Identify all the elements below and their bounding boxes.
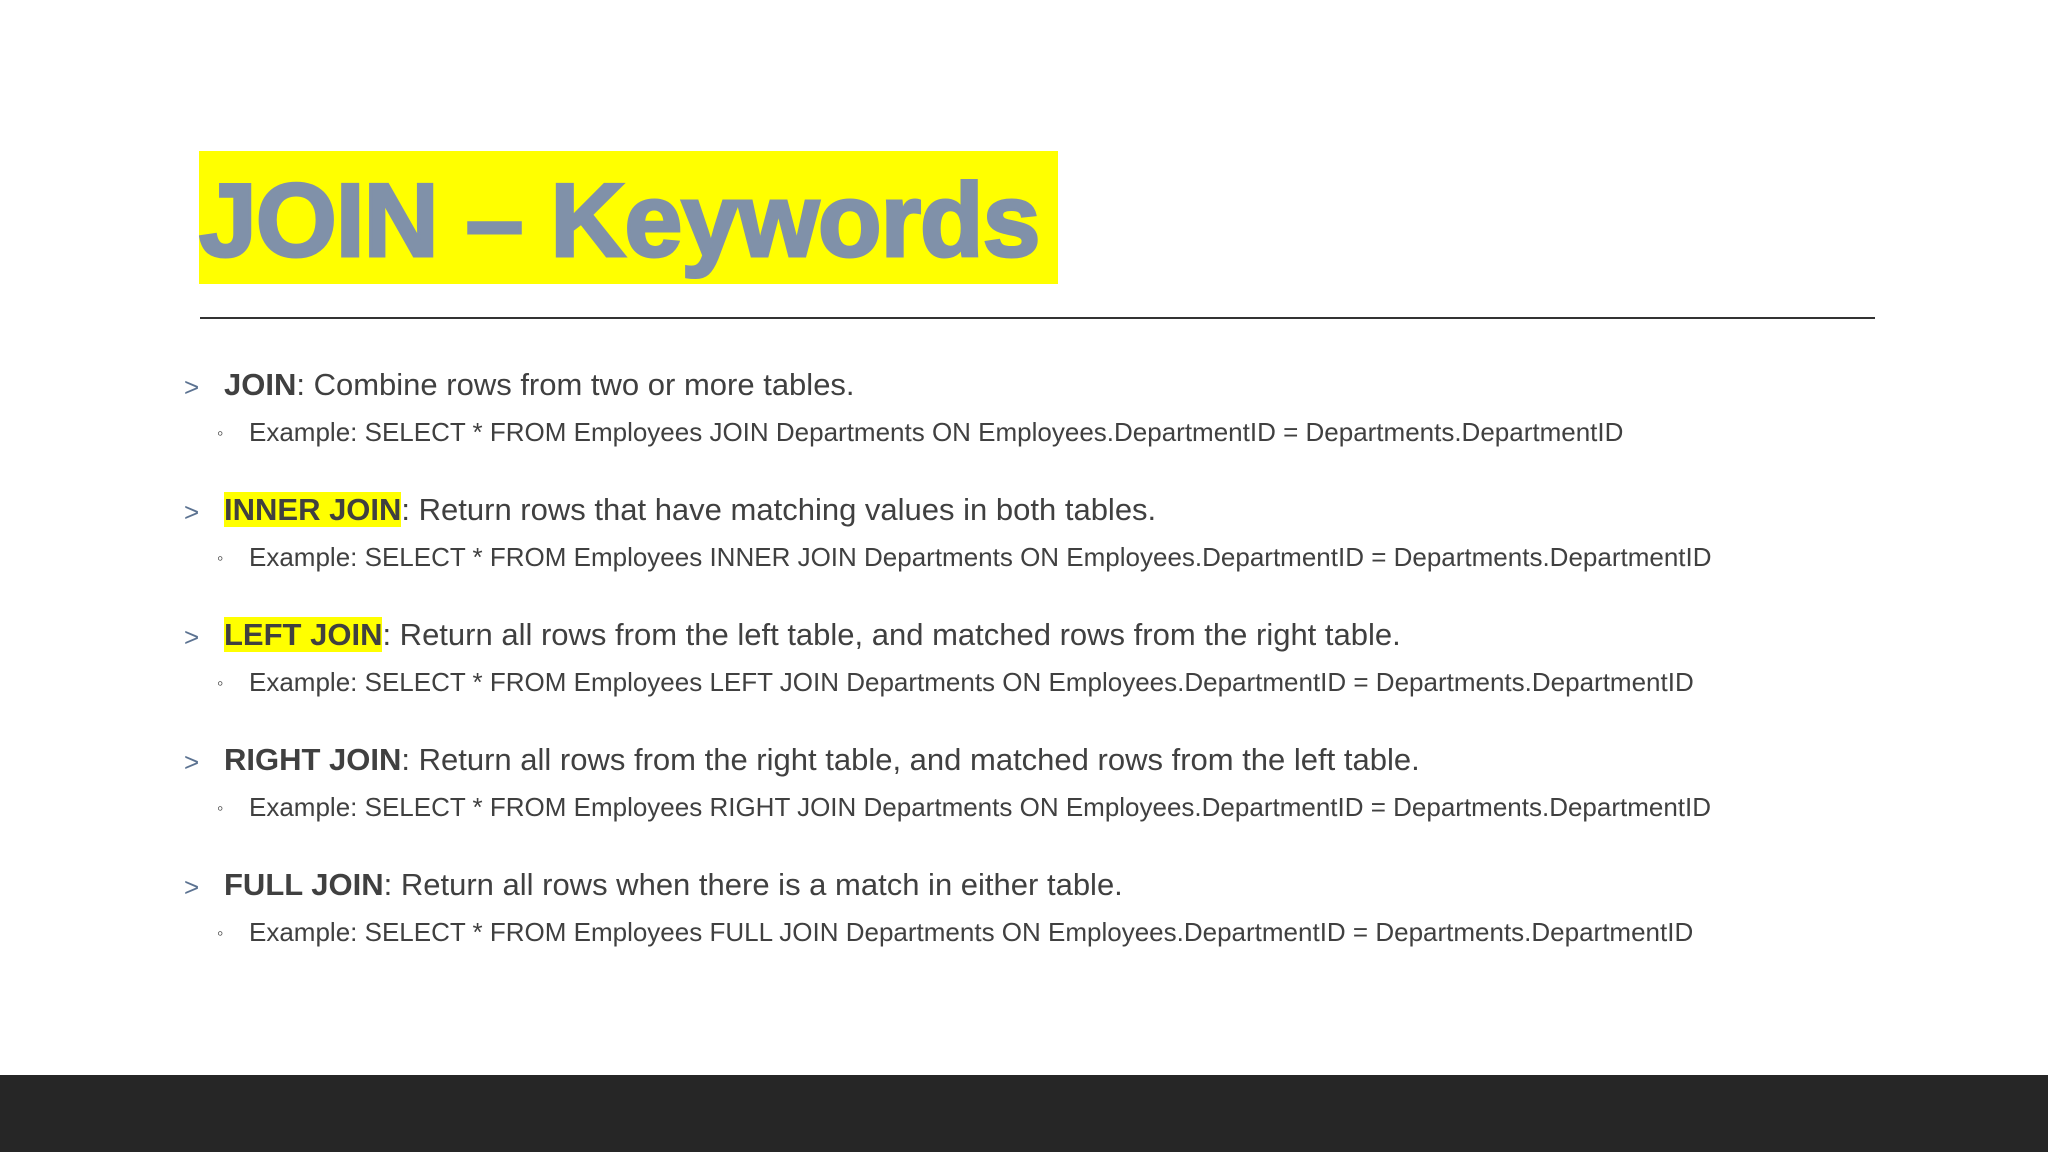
- item-main-line: [224, 864, 1123, 906]
- hollow-circle-icon: ◦: [217, 548, 224, 568]
- title-highlight: [199, 151, 1058, 284]
- item-example: Example: SELECT * FROM Employees FULL JOIN Departments ON Employees.DepartmentID = Departments.DepartmentID: [249, 917, 1694, 947]
- chevron-right-icon: >: [184, 872, 200, 902]
- item-example: Example: SELECT * FROM Employees JOIN Departments ON Employees.DepartmentID = Departments.DepartmentID: [249, 417, 1624, 447]
- slide-title: JOIN – Keywords: [199, 163, 1040, 279]
- item-description: : Return rows that have matching values in both tables.: [401, 492, 1157, 527]
- chevron-right-icon: >: [184, 747, 200, 777]
- item-example: Example: SELECT * FROM Employees RIGHT JOIN Departments ON Employees.DepartmentID = Departments.DepartmentID: [249, 792, 1712, 822]
- item-keyword: JOIN: [224, 367, 297, 402]
- hollow-circle-icon: ◦: [217, 798, 224, 818]
- hollow-circle-icon: ◦: [217, 423, 224, 443]
- item-keyword: FULL JOIN: [224, 867, 384, 902]
- item-main-line: [224, 739, 1420, 781]
- title-divider: [200, 317, 1875, 319]
- item-description: : Return all rows from the left table, and matched rows from the right table.: [382, 617, 1401, 652]
- item-description: : Combine rows from two or more tables.: [296, 367, 855, 402]
- item-main-line: [224, 364, 855, 406]
- item-keyword: INNER JOIN: [224, 492, 402, 527]
- footer-bar: [0, 1075, 2048, 1152]
- item-keyword: LEFT JOIN: [224, 617, 383, 652]
- item-description: : Return all rows when there is a match in either table.: [383, 867, 1123, 902]
- hollow-circle-icon: ◦: [217, 923, 224, 943]
- item-main-line: [224, 489, 1156, 531]
- chevron-right-icon: >: [184, 372, 200, 402]
- chevron-right-icon: >: [184, 497, 200, 527]
- item-description: : Return all rows from the right table, and matched rows from the left table.: [401, 742, 1420, 777]
- chevron-right-icon: >: [184, 622, 200, 652]
- item-example: Example: SELECT * FROM Employees LEFT JOIN Departments ON Employees.DepartmentID = Departments.DepartmentID: [249, 667, 1694, 697]
- item-keyword: RIGHT JOIN: [224, 742, 402, 777]
- item-example: Example: SELECT * FROM Employees INNER JOIN Departments ON Employees.DepartmentID = Departments.DepartmentID: [249, 542, 1712, 572]
- hollow-circle-icon: ◦: [217, 673, 224, 693]
- item-main-line: [224, 614, 1401, 656]
